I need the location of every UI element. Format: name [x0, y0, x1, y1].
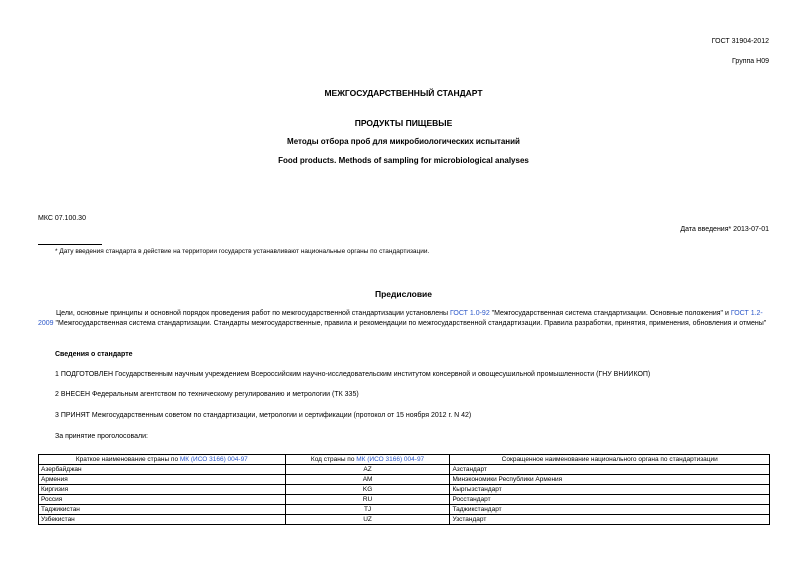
country-cell: Киргизия	[39, 485, 286, 495]
subtitle-ru: Методы отбора проб для микробиологических испытаний	[287, 137, 520, 146]
mk-iso-link[interactable]: МК (ИСО 3166) 004-97	[179, 456, 248, 463]
country-cell: Азербайджан	[39, 465, 286, 475]
gost-1-2-2009-link[interactable]: ГОСТ 1.2-2009	[38, 310, 763, 327]
doc-number: ГОСТ 31904-2012	[711, 38, 769, 45]
country-cell: Армения	[39, 475, 286, 485]
intro-date: Дата введения* 2013-07-01	[680, 226, 769, 233]
code-cell: UZ	[285, 515, 450, 525]
body-cell: Минэкономики Республики Армения	[450, 475, 770, 485]
code-cell: KG	[285, 485, 450, 495]
preface-heading: Предисловие	[374, 289, 433, 299]
info-item-3: 3 ПРИНЯТ Межгосударственным советом по стандартизации, метрологии и сертификации (протокол от 15 ноября 2012 г. N 42)	[55, 412, 472, 419]
table-header-row	[39, 455, 770, 465]
mk-iso-link[interactable]: МК (ИСО 3166) 004-97	[356, 456, 425, 463]
col-body-header: Сокращенное наименование национального органа по стандартизации	[450, 455, 770, 465]
country-cell: Узбекистан	[39, 515, 286, 525]
country-cell: Таджикистан	[39, 505, 286, 515]
table-row	[39, 505, 770, 515]
table-row	[39, 475, 770, 485]
footnote: * Дату введения стандарта в действие на территории государств устанавливают национальные органы по стандартизации.	[55, 248, 430, 255]
table-row	[39, 495, 770, 505]
info-heading: Сведения о стандарте	[55, 351, 133, 358]
footnote-divider	[38, 244, 102, 245]
subtitle-en: Food products. Methods of sampling for microbiological analyses	[278, 156, 529, 165]
table-row	[39, 485, 770, 495]
col-code-header: Код страны по МК (ИСО 3166) 004-97	[285, 455, 450, 465]
info-item-1: 1 ПОДГОТОВЛЕН Государственным научным учреждением Всероссийским научно-исследовательским институтом консервной и овощесушильной промышленности (ГНУ ВНИИКОП)	[55, 371, 651, 378]
preface-paragraph: Цели, основные принципы и основной порядок проведения работ по межгосударственной стандартизации установлены ГОСТ 1.0-92 "Межгосударственная система стандартизации. Основные положения" и ГОСТ 1.2-2009 "Межгосударственная система стандартизации. Стандарты межгосударственные, правила и рекомендации по межгосударственной стандартизации. Правила разработки, принятия, применения, обновления и отмены"	[38, 310, 767, 327]
voting-table	[38, 454, 770, 525]
col-country-header: Краткое наименование страны по МК (ИСО 3166) 004-97	[39, 455, 286, 465]
voted-label: За принятие проголосовали:	[55, 433, 148, 440]
standard-kind: МЕЖГОСУДАРСТВЕННЫЙ СТАНДАРТ	[324, 88, 483, 98]
body-cell: Узстандарт	[450, 515, 770, 525]
code-cell: TJ	[285, 505, 450, 515]
gost-1-0-92-link[interactable]: ГОСТ 1.0-92	[449, 310, 490, 317]
group-label: Группа Н09	[732, 58, 769, 65]
body-cell: Росстандарт	[450, 495, 770, 505]
country-cell: Россия	[39, 495, 286, 505]
body-cell: Азстандарт	[450, 465, 770, 475]
code-cell: RU	[285, 495, 450, 505]
table-row	[39, 515, 770, 525]
body-cell: Таджикстандарт	[450, 505, 770, 515]
code-cell: AM	[285, 475, 450, 485]
mks-code: МКС 07.100.30	[38, 215, 86, 222]
table-row	[39, 465, 770, 475]
info-item-2: 2 ВНЕСЕН Федеральным агентством по техническому регулированию и метрологии (ТК 335)	[55, 391, 359, 398]
code-cell: AZ	[285, 465, 450, 475]
body-cell: Кыргызстандарт	[450, 485, 770, 495]
standard-name: ПРОДУКТЫ ПИЩЕВЫЕ	[354, 118, 453, 128]
